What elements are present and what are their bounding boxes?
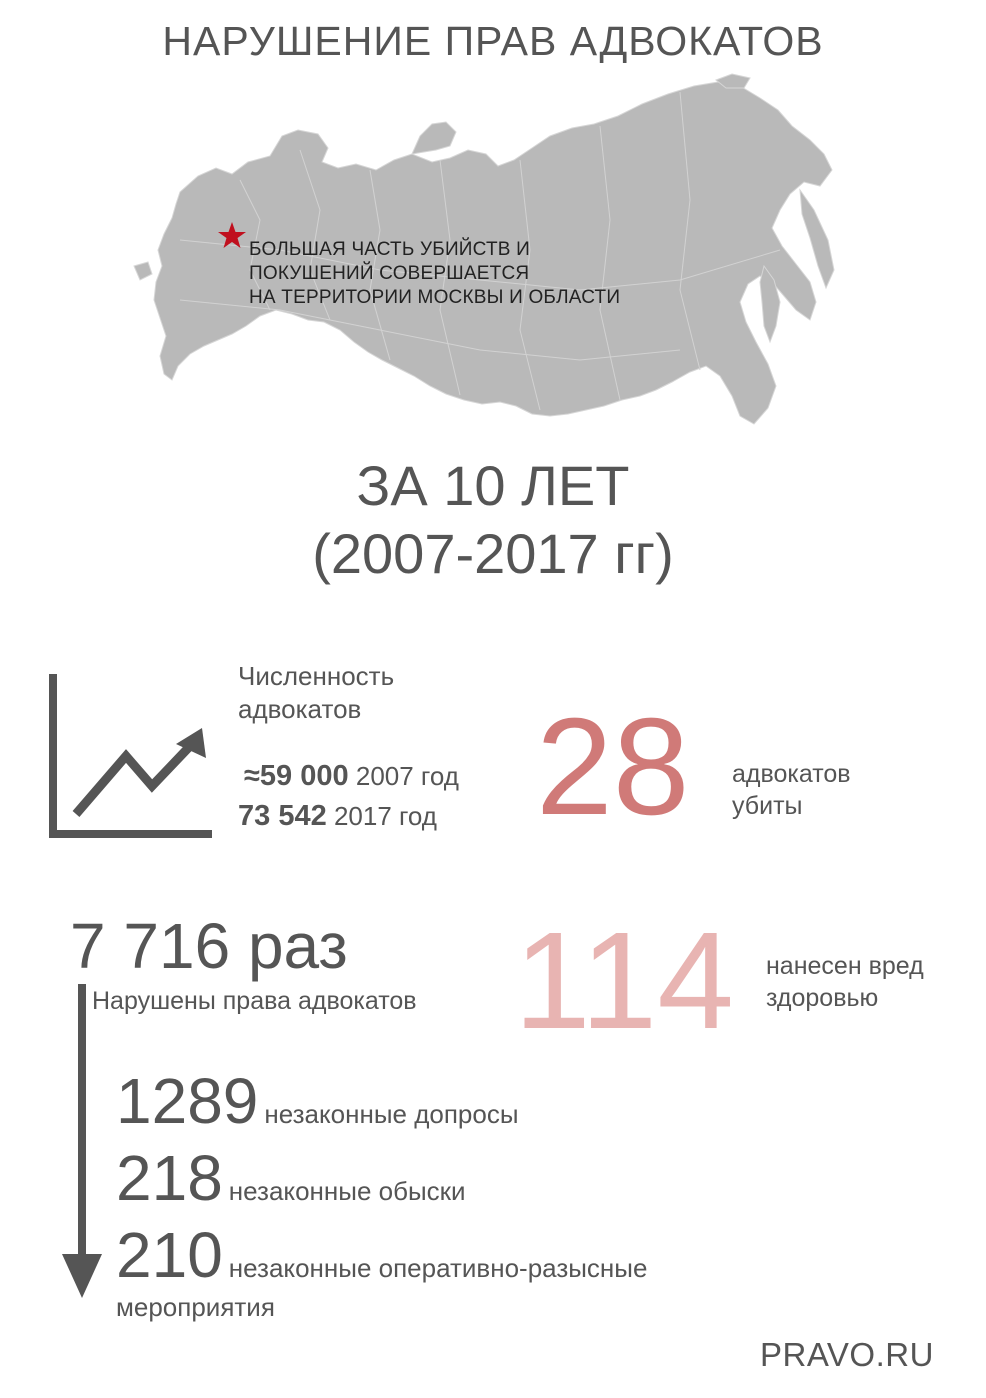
- violation-value: 1289: [116, 1065, 259, 1137]
- killed-label-line: адвокатов: [732, 760, 851, 788]
- growth-chart-icon: [46, 670, 218, 842]
- violation-item: [116, 1143, 466, 1213]
- map-caption-line: БОЛЬШАЯ ЧАСТЬ УБИЙСТВ И: [249, 239, 530, 260]
- violation-item: [116, 1066, 519, 1136]
- harm-count: 114: [514, 904, 735, 1058]
- violation-value: 218: [116, 1142, 223, 1214]
- stat-year: 2017 год: [333, 801, 437, 831]
- violation-label: незаконные оперативно-разысные: [228, 1253, 648, 1283]
- killed-count: 28: [536, 690, 690, 844]
- violations-label: Нарушены права адвокатов: [92, 987, 417, 1015]
- harm-label: [766, 950, 924, 1014]
- stat-year: 2007 год: [355, 761, 459, 791]
- harm-label-line: нанесен вред: [766, 952, 924, 980]
- lawyers-stat-2017: [238, 800, 437, 833]
- violation-item: [116, 1220, 647, 1290]
- period-line-1: ЗА 10 ЛЕТ: [356, 454, 630, 517]
- period-line-2: (2007-2017 гг): [312, 522, 674, 585]
- violation-value: 210: [116, 1219, 223, 1291]
- map-caption-line: ПОКУШЕНИЙ СОВЕРШАЕТСЯ: [249, 263, 530, 284]
- arrow-down-icon: [60, 984, 104, 1300]
- stat-value: ≈59 000: [244, 760, 349, 792]
- lawyers-label: [238, 660, 394, 726]
- violation-label: незаконные допросы: [264, 1099, 519, 1129]
- page-title: НАРУШЕНИЕ ПРАВ АДВОКАТОВ: [162, 18, 824, 64]
- killed-label-line: убиты: [732, 792, 803, 820]
- stat-value: 73 542: [238, 800, 327, 832]
- violation-label-cont: мероприятия: [116, 1292, 275, 1322]
- map-caption-line: НА ТЕРРИТОРИИ МОСКВЫ И ОБЛАСТИ: [249, 287, 621, 308]
- lawyers-stat-2007: [244, 760, 459, 793]
- period-heading: [0, 452, 986, 588]
- violations-count: 7 716 раз: [70, 910, 348, 982]
- brand-logo: PRAVO.RU: [760, 1336, 934, 1373]
- lawyers-label-line: адвокатов: [238, 694, 362, 724]
- map-caption: [249, 238, 620, 310]
- killed-label: [732, 758, 851, 822]
- lawyers-label-line: Численность: [238, 661, 395, 691]
- violation-label: незаконные обыски: [228, 1176, 466, 1206]
- harm-label-line: здоровью: [766, 984, 879, 1012]
